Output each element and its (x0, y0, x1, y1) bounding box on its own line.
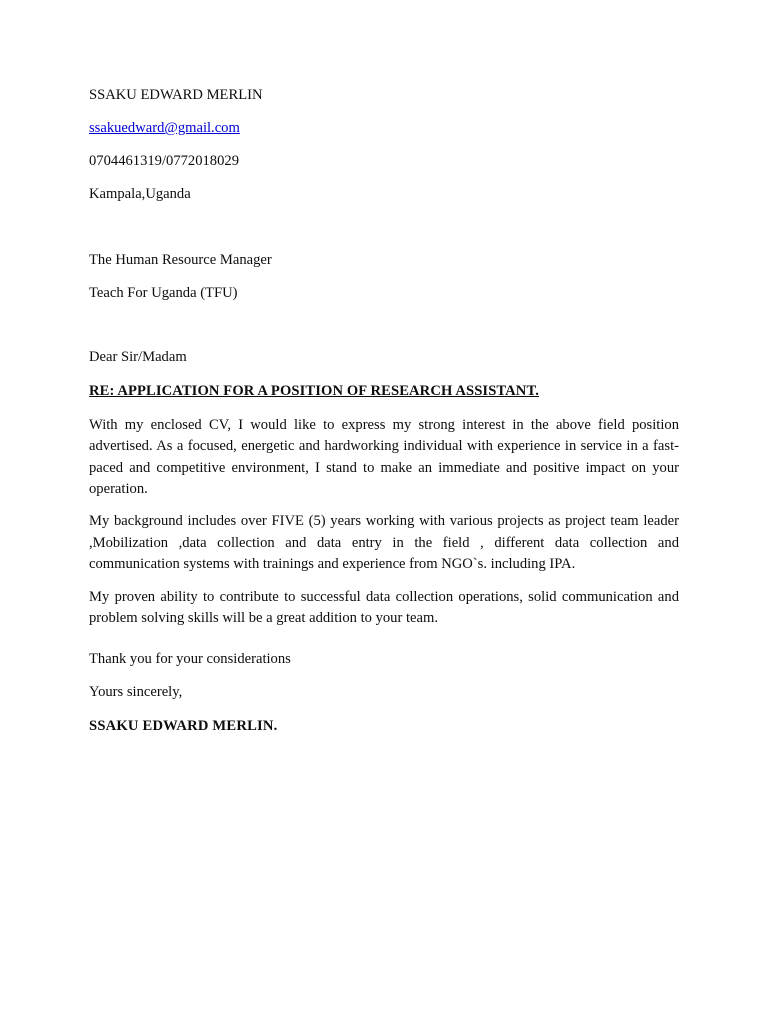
sender-location: Kampala,Uganda (89, 186, 191, 203)
salutation: Dear Sir/Madam (89, 348, 187, 365)
spacer-before-closing (89, 641, 679, 652)
sender-name: SSAKU EDWARD MERLIN (89, 87, 263, 103)
recipient-organization: Teach For Uganda (TFU) (89, 285, 238, 302)
sender-phone: 0704461319/0772018029 (89, 153, 239, 170)
sender-email (89, 121, 679, 136)
body-paragraph-3: My proven ability to contribute to successful data collection operations, solid communication and problem solving skills will be a great addition to your team. (89, 588, 679, 627)
body-paragraph-2: My background includes over FIVE (5) years working with various projects as project team leader ,Mobilization ,data collection and data entry in the field , different data collection and communication systems with trainings and experience from NGO`s. including IPA. (89, 513, 679, 573)
email-link[interactable]: ssakuedward@gmail.com (89, 120, 240, 137)
thanks-line: Thank you for your considerations (89, 650, 291, 667)
spacer-after-recipient (89, 320, 679, 350)
valediction: Yours sincerely, (89, 684, 183, 701)
signature-name: SSAKU EDWARD MERLIN. (89, 717, 278, 734)
spacer-after-sender (89, 220, 679, 253)
recipient-title: The Human Resource Manager (89, 252, 272, 269)
body-paragraph-1: With my enclosed CV, I would like to express my strong interest in the above field position advertised. As a focused, energetic and hardworking individual with experience in service in a fast-paced and competitive environment, I stand to make an immediate and positive impact on your operation. (89, 416, 679, 498)
letter-body (89, 88, 679, 733)
subject-line: RE: APPLICATION FOR A POSITION OF RESEARCH ASSISTANT. (89, 382, 539, 399)
